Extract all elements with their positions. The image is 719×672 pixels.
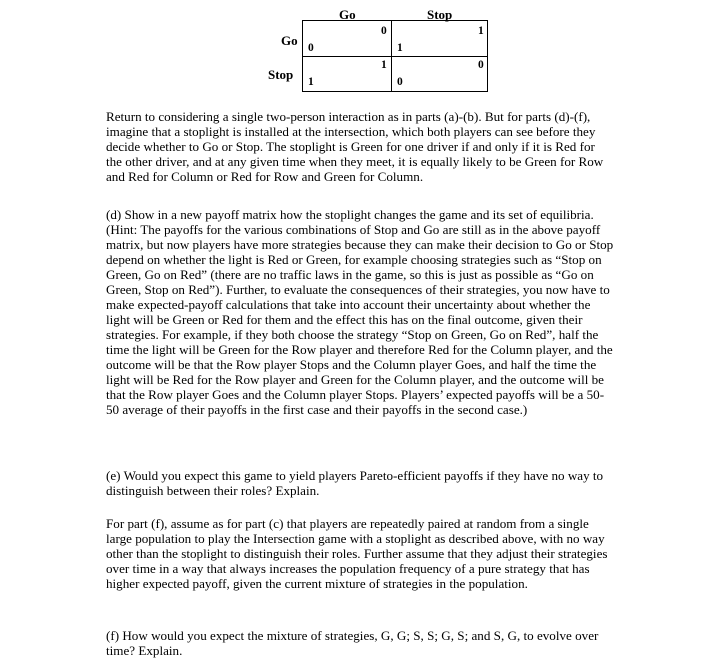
payoff-matrix bbox=[0, 0, 719, 100]
paragraph-intro bbox=[106, 109, 614, 184]
row-header-go: Go bbox=[281, 33, 298, 48]
row-header-stop: Stop bbox=[268, 67, 294, 82]
paragraph-part-d bbox=[106, 207, 614, 417]
payoff-stop-go-col: 1 bbox=[381, 59, 387, 71]
paragraph-text: For part (f), assume as for part (c) that players are repeatedly paired at random from a single large population to play the Intersection game with a stoplight as described above, with no way other than the stoplight to distinguish their roles. Further assume that they adjust their strategies over time in a way that always increases the population frequency of a pure strategy that has higher expected payoff, given the current mixture of strategies in the population. bbox=[106, 516, 608, 591]
col-header-stop: Stop bbox=[427, 7, 453, 22]
payoff-go-stop-row: 1 bbox=[397, 42, 403, 54]
paragraph-part-f bbox=[106, 628, 614, 658]
paragraph-text: (d) Show in a new payoff matrix how the stoplight changes the game and its set of equilibria. (Hint: The payoffs for the various combinations of Stop and Go are still as in the above payoff matrix, but now players have more strategies because they can make their decision to Go or Stop depend on whether the light is Red or Green, for example choosing strategies such as “Stop on Green, Go on Red” (there are no traffic laws in the game, so this is just as possible as “Go on Green, Stop on Red”). Further, to evaluate the consequences of their strategies, you now have to make expected-payoff calculations that take into account their uncertainty about whether the light will be Green or Red for them and the effect this has on the final outcome, given their strategies. For example, if they both choose the strategy “Stop on Green, Go on Red”, half the time the light will be Green for the Row player and therefore Red for the Column player, and the outcome will be that the Row player Stops and the Column player Goes, and half the time the light will be Red for the Row player and Green for the Column player, and the outcome will be that the Row player Goes and the Column player Stops. Players’ expected payoffs will be a 50-50 average of their payoffs in the first case and their payoffs in the second case.) bbox=[106, 207, 614, 417]
paragraph-text: (f) How would you expect the mixture of strategies, G, G; S, S; G, S; and S, G, to evolve over time? Explain. bbox=[106, 628, 599, 658]
paragraph-text: (e) Would you expect this game to yield players Pareto-efficient payoffs if they have no way to distinguish between their roles? Explain. bbox=[106, 468, 604, 498]
col-header-go: Go bbox=[339, 7, 356, 22]
payoff-grid bbox=[302, 20, 488, 92]
paragraph-text: Return to considering a single two-person interaction as in parts (a)-(b). But for parts (d)-(f), imagine that a stoplight is installed at the intersection, which both players can see before they decide whether to Go or Stop. The stoplight is Green for one driver if and only if it is Red for the other driver, and at any given time when they meet, it is equally likely to be Green for Row and Red for Column or Red for Row and Green for Column. bbox=[106, 109, 604, 184]
payoff-stop-stop-col: 0 bbox=[478, 59, 484, 71]
paragraph-part-f-setup bbox=[106, 516, 614, 591]
payoff-go-go-row: 0 bbox=[308, 42, 314, 54]
payoff-stop-stop-row: 0 bbox=[397, 76, 403, 88]
paragraph-part-e bbox=[106, 468, 614, 498]
payoff-go-go-col: 0 bbox=[381, 25, 387, 37]
grid-divider-horizontal bbox=[303, 56, 487, 57]
payoff-go-stop-col: 1 bbox=[478, 25, 484, 37]
payoff-stop-go-row: 1 bbox=[308, 76, 314, 88]
